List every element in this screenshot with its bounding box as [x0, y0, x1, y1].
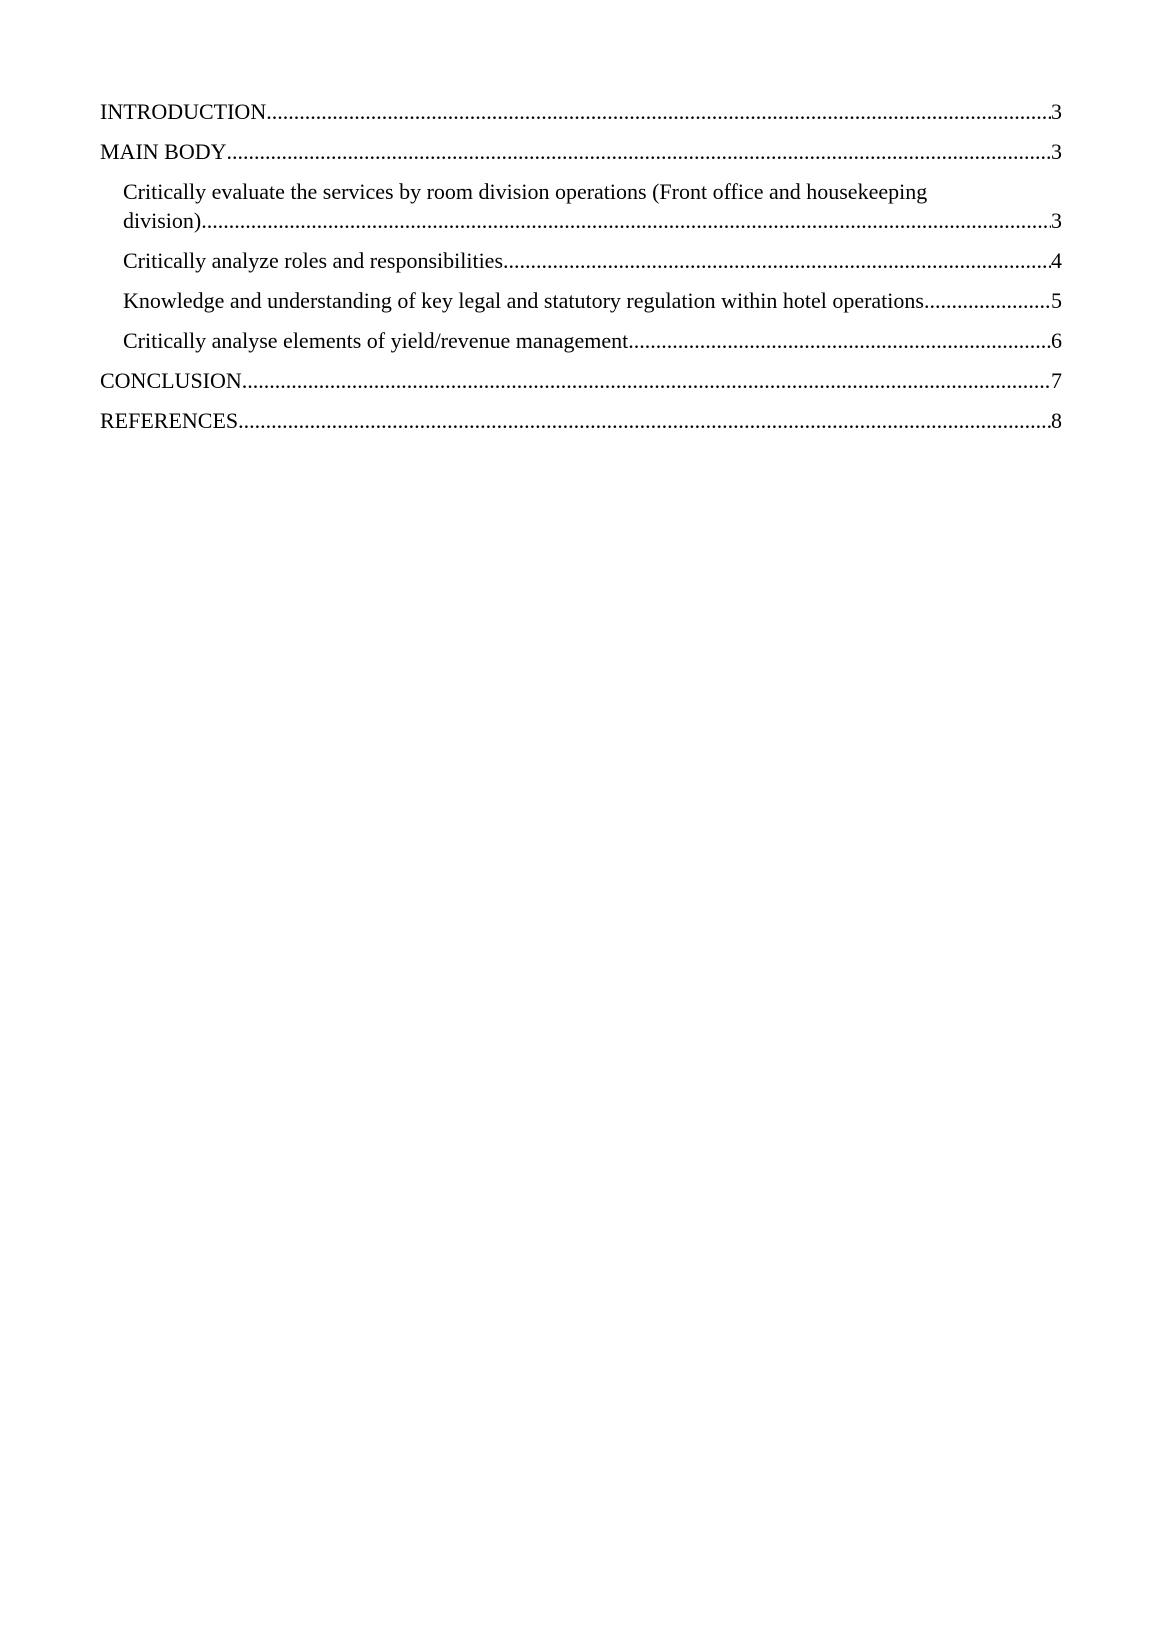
toc-entry-references[interactable] — [100, 406, 1062, 435]
dot-leader — [924, 286, 1051, 315]
toc-entry-title-line1: Critically evaluate the services by room division operations (Front office and housekeeping — [123, 179, 928, 204]
toc-entry-introduction[interactable] — [100, 97, 1062, 126]
toc-entry-title: MAIN BODY — [100, 139, 227, 164]
toc-page-number: 6 — [1051, 328, 1062, 353]
toc-page-number: 3 — [1051, 208, 1062, 233]
toc-page-number: 3 — [1051, 139, 1062, 164]
toc-entry-roles-responsibilities[interactable] — [100, 246, 1062, 275]
toc-entry-title: INTRODUCTION — [100, 99, 267, 124]
toc-entry-main-body[interactable] — [100, 137, 1062, 166]
toc-entry-yield-revenue[interactable] — [100, 326, 1062, 355]
dot-leader — [266, 97, 1051, 126]
toc-page-number: 7 — [1051, 368, 1062, 393]
toc-entry-conclusion[interactable] — [100, 366, 1062, 395]
toc-entry-title: Knowledge and understanding of key legal and statutory regulation within hotel operations — [123, 288, 924, 313]
toc-entry-legal-statutory[interactable] — [100, 286, 1062, 315]
dot-leader — [227, 137, 1052, 166]
toc-entry-title: Critically analyse elements of yield/revenue management — [123, 328, 629, 353]
toc-entry-title: CONCLUSION — [100, 368, 242, 393]
dot-leader — [238, 406, 1051, 435]
toc-entry-title: division) — [123, 208, 202, 233]
toc-page-number: 8 — [1051, 408, 1062, 433]
toc-entry-room-division-services[interactable] — [100, 177, 1062, 235]
dot-leader — [503, 246, 1051, 275]
dot-leader — [628, 326, 1051, 355]
toc-entry-title: Critically analyze roles and responsibilities — [123, 248, 504, 273]
toc-page-number: 4 — [1051, 248, 1062, 273]
dot-leader — [242, 366, 1051, 395]
dot-leader — [201, 206, 1051, 235]
toc-entry-title: REFERENCES — [100, 408, 239, 433]
toc-page-number: 5 — [1051, 288, 1062, 313]
table-of-contents — [100, 97, 1062, 446]
toc-page-number: 3 — [1051, 99, 1062, 124]
